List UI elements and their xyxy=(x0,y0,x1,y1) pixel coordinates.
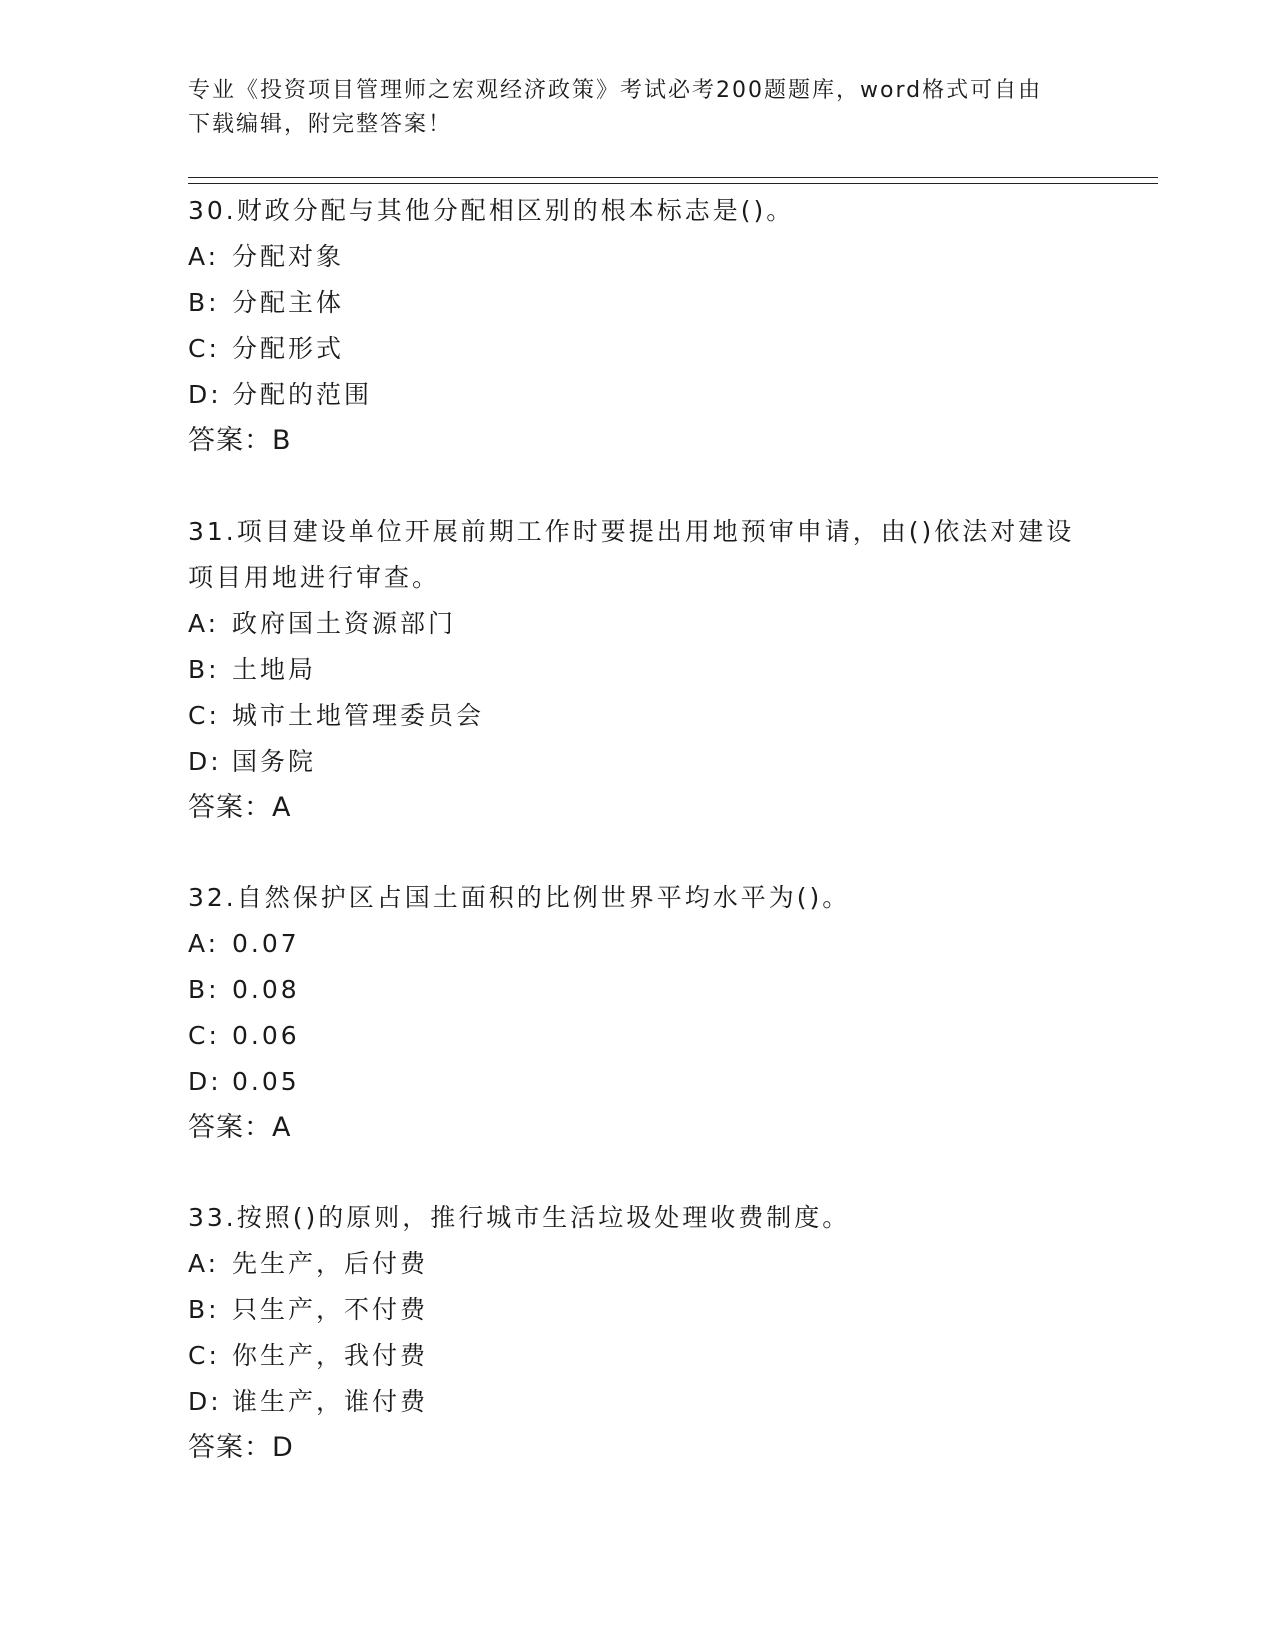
question-block xyxy=(188,875,1088,1151)
option-letter: B: xyxy=(188,1295,220,1324)
option-letter: C: xyxy=(188,1021,220,1050)
answer-line: 答案：B xyxy=(188,425,292,456)
header-divider-bottom xyxy=(188,183,1158,184)
option-a xyxy=(188,601,1088,647)
option-d xyxy=(188,1379,1088,1425)
option-text: 0.07 xyxy=(232,929,300,958)
option-letter: A: xyxy=(188,1249,220,1278)
question-stem: 33.按照()的原则，推行城市生活垃圾处理收费制度。 xyxy=(188,1203,851,1232)
option-c xyxy=(188,326,1088,372)
option-d xyxy=(188,372,1088,418)
option-letter: D: xyxy=(188,1387,222,1416)
question-block xyxy=(188,188,1088,464)
option-letter: C: xyxy=(188,1341,220,1370)
option-d xyxy=(188,739,1088,785)
option-text: 分配主体 xyxy=(232,288,345,317)
option-a xyxy=(188,234,1088,280)
answer-line: 答案：A xyxy=(188,792,292,823)
option-letter: B: xyxy=(188,655,220,684)
answer-line: 答案：D xyxy=(188,1432,294,1463)
option-text: 0.08 xyxy=(232,975,300,1004)
option-text: 城市土地管理委员会 xyxy=(232,701,485,730)
option-text: 政府国土资源部门 xyxy=(232,609,457,638)
question-stem: 32.自然保护区占国土面积的比例世界平均水平为()。 xyxy=(188,883,851,912)
option-b xyxy=(188,280,1088,326)
option-c xyxy=(188,1333,1088,1379)
option-b xyxy=(188,647,1088,693)
header-line-2: 下载编辑，附完整答案！ xyxy=(188,112,453,137)
option-c xyxy=(188,1013,1088,1059)
option-text: 分配的范围 xyxy=(232,380,373,409)
option-letter: A: xyxy=(188,929,220,958)
option-text: 0.06 xyxy=(232,1021,300,1050)
option-text: 谁生产，谁付费 xyxy=(232,1387,429,1416)
option-letter: B: xyxy=(188,288,220,317)
option-text: 国务院 xyxy=(232,747,317,776)
option-text: 分配形式 xyxy=(232,334,345,363)
option-letter: A: xyxy=(188,242,220,271)
option-text: 土地局 xyxy=(232,655,317,684)
document-header xyxy=(188,74,1088,142)
question-block xyxy=(188,509,1088,831)
header-divider-top xyxy=(188,177,1158,178)
option-text: 分配对象 xyxy=(232,242,345,271)
option-a xyxy=(188,921,1088,967)
option-b xyxy=(188,1287,1088,1333)
option-text: 只生产，不付费 xyxy=(232,1295,429,1324)
option-letter: C: xyxy=(188,334,220,363)
option-letter: B: xyxy=(188,975,220,1004)
answer-line: 答案：A xyxy=(188,1112,292,1143)
question-stem: 31.项目建设单位开展前期工作时要提出用地预审申请，由()依法对建设项目用地进行审查。 xyxy=(188,517,1075,592)
option-a xyxy=(188,1241,1088,1287)
option-letter: C: xyxy=(188,701,220,730)
option-letter: D: xyxy=(188,380,222,409)
option-letter: D: xyxy=(188,747,222,776)
option-text: 0.05 xyxy=(232,1067,300,1096)
option-c xyxy=(188,693,1088,739)
option-b xyxy=(188,967,1088,1013)
header-line-1: 专业《投资项目管理师之宏观经济政策》考试必考200题题库，word格式可自由 xyxy=(188,78,1043,103)
question-stem: 30.财政分配与其他分配相区别的根本标志是()。 xyxy=(188,196,795,225)
option-letter: D: xyxy=(188,1067,222,1096)
option-text: 你生产，我付费 xyxy=(232,1341,429,1370)
option-letter: A: xyxy=(188,609,220,638)
question-block xyxy=(188,1195,1088,1471)
option-d xyxy=(188,1059,1088,1105)
option-text: 先生产，后付费 xyxy=(232,1249,429,1278)
